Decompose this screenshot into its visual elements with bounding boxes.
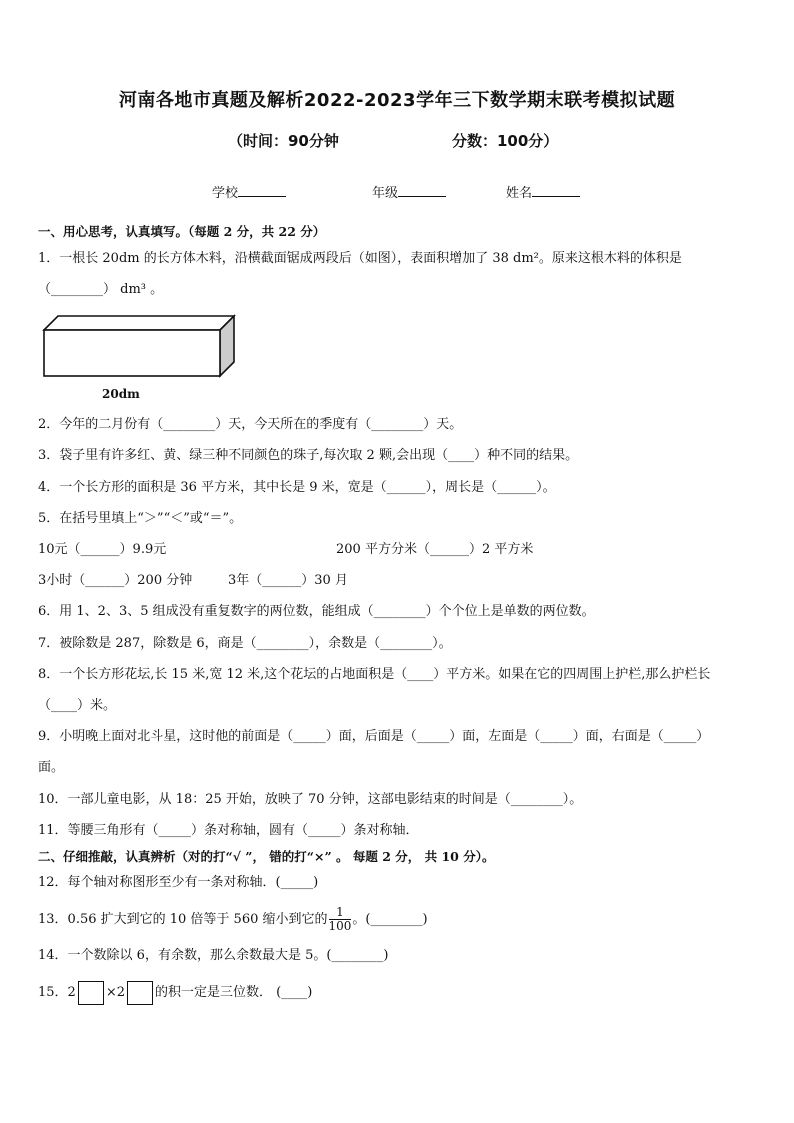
question-5-item-c: 3小时（______）200 分钟: [38, 573, 193, 588]
question-8-line-2: （____）米。: [38, 698, 117, 713]
question-1-line-1: 1．一根长 20dm 的长方体木料，沿横截面锯成两段后（如图），表面积增加了 38 dm²。原来这根木料的体积是: [38, 251, 682, 266]
school-field[interactable]: [212, 182, 286, 201]
exam-time: （时间：90分钟: [228, 132, 339, 150]
digit-box-1[interactable]: [78, 981, 104, 1005]
school-blank[interactable]: [238, 184, 286, 197]
beam-top-face: [44, 316, 234, 330]
section-1-heading: 一、用心思考，认真填写。（每题 2 分，共 22 分）: [38, 224, 326, 239]
fraction-denominator: 100: [328, 919, 352, 933]
question-7: 7．被除数是 287，除数是 6，商是（________），余数是（________）。: [38, 636, 452, 651]
school-label: 学校: [212, 186, 239, 201]
fraction-one-hundredth: [329, 906, 352, 933]
question-10: 10．一部儿童电影，从 18：25 开始，放映了 70 分钟，这部电影结束的时间是（________）。: [38, 792, 583, 807]
question-14: 14．一个数除以 6，有余数，那么余数最大是 5。(________): [38, 948, 389, 963]
beam-front-face: [44, 330, 220, 376]
question-1-line-2: （________） dm³ 。: [38, 282, 164, 297]
name-blank[interactable]: [532, 184, 580, 197]
grade-label: 年级: [372, 186, 399, 201]
exam-score: 分数：100分）: [452, 132, 559, 150]
question-9-line-1: 9．小明晚上面对北斗星，这时他的前面是（_____）面，后面是（_____）面，左面是（_____）面，右面是（_____）: [38, 729, 710, 744]
question-9-line-2: 面。: [38, 760, 65, 775]
name-field[interactable]: [506, 182, 580, 201]
section-2-heading: 二、仔细推敲，认真辨析（对的打“√ ”， 错的打“×” 。 每题 2 分， 共 10 分）。: [38, 849, 495, 864]
question-5-item-d: 3年（______）30 月: [228, 573, 348, 588]
question-8-line-1: 8．一个长方形花坛,长 15 米,宽 12 米,这个花坛的占地面积是（____）平方米。如果在它的四周围上护栏,那么护栏长: [38, 667, 711, 682]
question-5: 5．在括号里填上“＞”“＜”或“＝”。: [38, 511, 243, 526]
page-title: 河南各地市真题及解析2022-2023学年三下数学期末联考模拟试题: [118, 90, 676, 111]
question-5-item-a: 10元（______）9.9元: [38, 542, 167, 557]
question-13: [38, 902, 428, 938]
digit-box-2[interactable]: [127, 981, 153, 1005]
figure-length-label: 20dm: [102, 387, 140, 401]
question-13-answer: 。(________): [352, 912, 428, 927]
grade-field[interactable]: [372, 182, 446, 201]
question-15: [38, 980, 312, 1006]
question-3: 3．袋子里有许多红、黄、绿三种不同颜色的珠子,每次取 2 颗,会出现（____）种不同的结果。: [38, 448, 579, 463]
question-2: 2．今年的二月份有（________）天，今天所在的季度有（________）天。: [38, 417, 463, 432]
question-6: 6．用 1、2、3、5 组成没有重复数字的两位数，能组成（________）个个位上是单数的两位数。: [38, 604, 595, 619]
name-label: 姓名: [506, 186, 533, 201]
wood-beam-figure: [40, 310, 240, 382]
fraction-numerator: 1: [329, 906, 352, 920]
question-13-text: 13．0.56 扩大到它的 10 倍等于 560 缩小到它的: [38, 912, 328, 927]
question-4: 4．一个长方形的面积是 36 平方米，其中长是 9 米，宽是（______），周长是（______）。: [38, 480, 556, 495]
question-5-item-b: 200 平方分米（______）2 平方米: [336, 542, 534, 557]
question-15-multiply: ×2: [105, 985, 125, 1000]
question-12: 12．每个轴对称图形至少有一条对称轴．(_____): [38, 875, 319, 890]
question-11: 11．等腰三角形有（_____）条对称轴，圆有（_____）条对称轴．: [38, 823, 419, 838]
question-15-prefix: 15．2: [38, 985, 76, 1000]
question-15-suffix: 的积一定是三位数． (____): [155, 985, 313, 1000]
grade-blank[interactable]: [398, 184, 446, 197]
